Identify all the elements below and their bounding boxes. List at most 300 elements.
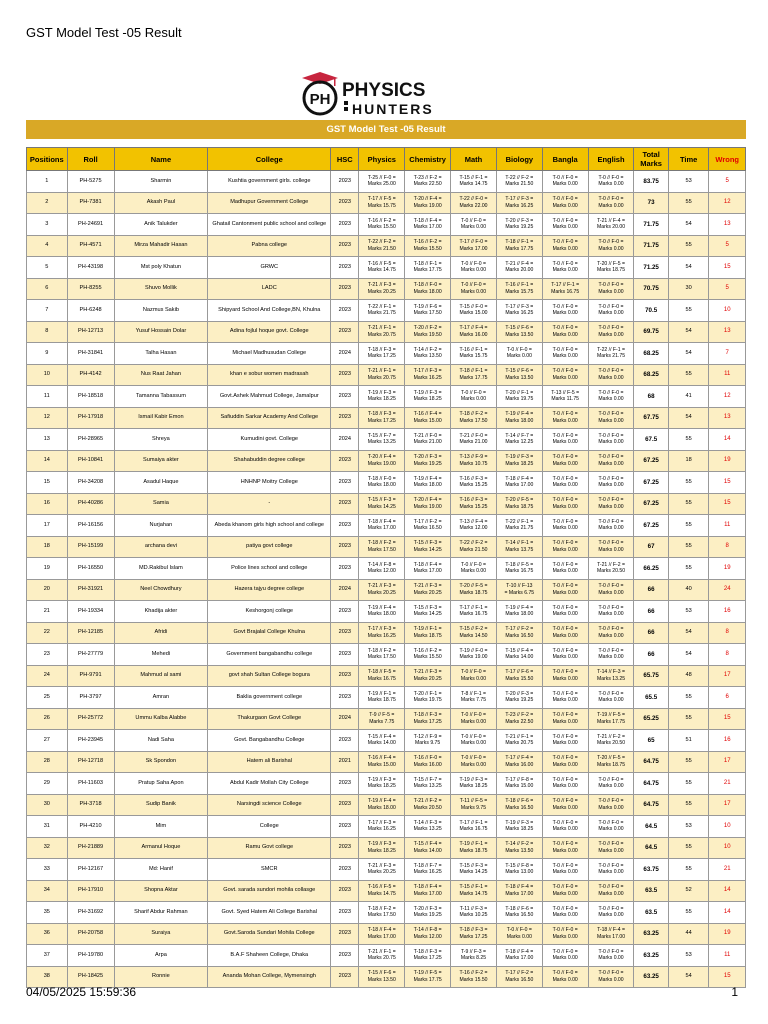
cell-wrong: 12 [709,386,746,408]
cell-position: 20 [27,579,68,601]
cell-wrong: 16 [709,730,746,752]
table-row [27,364,746,386]
cell-wrong: 21 [709,773,746,795]
cell-position: 1 [27,171,68,193]
cell-wrong: 7 [709,343,746,365]
cell-college: Hatem ali Barishal [208,751,331,773]
cell-total: 67.5 [634,429,668,451]
cell-biology: T-15 // F-8 = Marks 13.00 [496,859,542,881]
cell-english: T-0 // F-0 = Marks 0.00 [588,945,634,967]
cell-physics: T-21 // F-1 = Marks 20.75 [359,364,405,386]
cell-wrong: 11 [709,364,746,386]
cell-roll: PH-27779 [67,644,114,666]
cell-physics: T-18 // F-4 = Marks 17.00 [359,923,405,945]
cell-name: Nus Raat Jahan [114,364,208,386]
cell-college: Baklia government college [208,687,331,709]
cell-biology: T-10 // F-13 = Marks 6.75 [496,579,542,601]
cell-position: 23 [27,644,68,666]
cell-position: 12 [27,407,68,429]
cell-hsc: 2023 [331,321,359,343]
cell-wrong: 6 [709,687,746,709]
cell-math: T-13 // F-9 = Marks 10.75 [451,450,497,472]
cell-roll: PH-20758 [67,923,114,945]
cell-time: 55 [668,859,709,881]
cell-english: T-0 // F-0 = Marks 0.00 [588,171,634,193]
cell-time: 55 [668,536,709,558]
cell-math: T-11 // F-5 = Marks 9.75 [451,794,497,816]
cell-time: 55 [668,235,709,257]
cell-english: T-18 // F-4 = Marks 17.00 [588,923,634,945]
cell-name: Tamanna Tabassum [114,386,208,408]
cell-math: T-18 // F-3 = Marks 17.25 [451,923,497,945]
cell-name: Sumaiya akter [114,450,208,472]
cell-bangla: T-0 // F-0 = Marks 0.00 [542,601,588,623]
cell-wrong: 14 [709,429,746,451]
table-row [27,902,746,924]
table-row [27,235,746,257]
cell-biology: T-17 // F-3 = Marks 16.25 [496,300,542,322]
cell-biology: T-20 // F-5 = Marks 18.75 [496,493,542,515]
cell-wrong: 17 [709,665,746,687]
cell-biology: T-19 // F-4 = Marks 18.00 [496,407,542,429]
cell-math: T-17 // F-0 = Marks 17.00 [451,235,497,257]
header-college: College [208,148,331,171]
cell-total: 64.75 [634,751,668,773]
table-row [27,859,746,881]
cell-biology: T-15 // F-4 = Marks 14.00 [496,644,542,666]
cell-bangla: T-0 // F-0 = Marks 0.00 [542,364,588,386]
cell-english: T-0 // F-0 = Marks 0.00 [588,773,634,795]
cell-hsc: 2023 [331,214,359,236]
cell-total: 64.75 [634,794,668,816]
cell-roll: PH-17918 [67,407,114,429]
cell-roll: PH-5275 [67,171,114,193]
cell-physics: T-18 // F-2 = Marks 17.50 [359,536,405,558]
cell-total: 66.25 [634,558,668,580]
cell-wrong: 5 [709,171,746,193]
cell-english: T-0 // F-0 = Marks 0.00 [588,687,634,709]
cell-hsc: 2023 [331,171,359,193]
cell-position: 14 [27,450,68,472]
cell-college: Govt.Saroda Sundari Mohila College [208,923,331,945]
cell-bangla: T-17 // F-1 = Marks 16.75 [542,278,588,300]
cell-bangla: T-0 // F-0 = Marks 0.00 [542,493,588,515]
cell-position: 8 [27,321,68,343]
cell-biology: T-18 // F-6 = Marks 16.50 [496,794,542,816]
cell-english: T-0 // F-0 = Marks 0.00 [588,536,634,558]
cell-total: 64.5 [634,816,668,838]
header-hsc: HSC [331,148,359,171]
cell-physics: T-21 // F-1 = Marks 20.75 [359,321,405,343]
cell-bangla: T-0 // F-0 = Marks 0.00 [542,321,588,343]
cell-name: Akash Paul [114,192,208,214]
cell-roll: PH-12713 [67,321,114,343]
cell-hsc: 2024 [331,429,359,451]
cell-physics: T-17 // F-3 = Marks 16.25 [359,816,405,838]
cell-english: T-0 // F-0 = Marks 0.00 [588,579,634,601]
table-row [27,429,746,451]
cell-hsc: 2023 [331,235,359,257]
cell-college: Keshorgonj college [208,601,331,623]
cell-chemistry: T-14 // F-2 = Marks 13.50 [405,343,451,365]
table-row [27,343,746,365]
cell-hsc: 2023 [331,536,359,558]
cell-hsc: 2023 [331,687,359,709]
cell-hsc: 2023 [331,945,359,967]
table-row [27,171,746,193]
cell-time: 54 [668,257,709,279]
cell-wrong: 10 [709,816,746,838]
cell-position: 17 [27,515,68,537]
physics-hunters-logo [300,70,470,120]
cell-chemistry: T-19 // F-5 = Marks 17.75 [405,966,451,988]
cell-hsc: 2023 [331,450,359,472]
header-roll: Roll [67,148,114,171]
cell-position: 37 [27,945,68,967]
cell-english: T-0 // F-0 = Marks 0.00 [588,902,634,924]
cell-hsc: 2023 [331,859,359,881]
cell-college: khan e sobur women madrasah [208,364,331,386]
cell-position: 33 [27,859,68,881]
cell-physics: T-18 // F-0 = Marks 18.00 [359,472,405,494]
cell-math: T-22 // F-2 = Marks 21.50 [451,536,497,558]
cell-bangla: T-0 // F-0 = Marks 0.00 [542,622,588,644]
cell-bangla: T-0 // F-0 = Marks 0.00 [542,472,588,494]
table-row [27,493,746,515]
table-row [27,730,746,752]
cell-roll: PH-15199 [67,536,114,558]
cell-math: T-16 // F-1 = Marks 15.75 [451,343,497,365]
results-table [26,147,746,988]
cell-wrong: 15 [709,708,746,730]
cell-time: 55 [668,773,709,795]
cell-physics: T-18 // F-2 = Marks 17.50 [359,644,405,666]
header-english: English [588,148,634,171]
cell-wrong: 10 [709,300,746,322]
cell-chemistry: T-12 // F-9 = Marks 9.75 [405,730,451,752]
cell-physics: T-19 // F-4 = Marks 18.00 [359,601,405,623]
cell-hsc: 2023 [331,407,359,429]
cell-hsc: 2023 [331,558,359,580]
cell-math: T-15 // F-3 = Marks 14.25 [451,859,497,881]
cell-math: T-0 // F-0 = Marks 0.00 [451,708,497,730]
cell-roll: PH-11603 [67,773,114,795]
cell-total: 65.75 [634,665,668,687]
cell-physics: T-18 // F-3 = Marks 17.25 [359,407,405,429]
cell-chemistry: T-18 // F-4 = Marks 17.00 [405,214,451,236]
cell-english: T-19 // F-5 = Marks 17.75 [588,708,634,730]
cell-wrong: 5 [709,235,746,257]
cell-college: Abeda khanom girls high school and college [208,515,331,537]
cell-name: Shuvo Mollik [114,278,208,300]
cell-math: T-20 // F-5 = Marks 18.75 [451,579,497,601]
cell-college: GRWC [208,257,331,279]
cell-biology: T-14 // F-1 = Marks 13.75 [496,536,542,558]
cell-position: 10 [27,364,68,386]
cell-position: 4 [27,235,68,257]
cell-math: T-0 // F-0 = Marks 0.00 [451,730,497,752]
cell-english: T-0 // F-0 = Marks 0.00 [588,966,634,988]
cell-college: Pabna college [208,235,331,257]
cell-time: 55 [668,472,709,494]
cell-chemistry: T-15 // F-3 = Marks 14.25 [405,601,451,623]
cell-name: archana devi [114,536,208,558]
cell-total: 64.75 [634,773,668,795]
cell-total: 68 [634,386,668,408]
cell-chemistry: T-15 // F-3 = Marks 14.25 [405,536,451,558]
cell-math: T-0 // F-0 = Marks 0.00 [451,214,497,236]
cell-physics: T-20 // F-4 = Marks 19.00 [359,450,405,472]
cell-roll: PH-31692 [67,902,114,924]
cell-college: Abdul Kadir Mollah City College [208,773,331,795]
cell-name: Talha Hasan [114,343,208,365]
cell-hsc: 2023 [331,493,359,515]
cell-total: 64.5 [634,837,668,859]
cell-college: SMCR [208,859,331,881]
cell-english: T-20 // F-5 = Marks 18.75 [588,751,634,773]
cell-english: T-0 // F-0 = Marks 0.00 [588,235,634,257]
cell-time: 55 [668,429,709,451]
cell-college: Govt Brajalal College Khulna [208,622,331,644]
cell-total: 83.75 [634,171,668,193]
cell-physics: T-19 // F-3 = Marks 18.25 [359,773,405,795]
cell-time: 54 [668,214,709,236]
cell-name: Nazmus Sakib [114,300,208,322]
cell-english: T-0 // F-0 = Marks 0.00 [588,601,634,623]
cell-position: 18 [27,536,68,558]
cell-math: T-15 // F-1 = Marks 14.75 [451,171,497,193]
cell-position: 19 [27,558,68,580]
page-header: GST Model Test -05 Result [26,25,182,40]
cell-college: Government bangabandhu college [208,644,331,666]
cell-name: Shreya [114,429,208,451]
cell-time: 30 [668,278,709,300]
cell-total: 66 [634,579,668,601]
cell-chemistry: T-19 // F-1 = Marks 18.75 [405,622,451,644]
cell-math: T-15 // F-2 = Marks 14.50 [451,622,497,644]
cell-position: 30 [27,794,68,816]
cell-hsc: 2023 [331,966,359,988]
cell-biology: T-15 // F-6 = Marks 13.50 [496,321,542,343]
cell-english: T-0 // F-0 = Marks 0.00 [588,493,634,515]
cell-name: Sk Spondon [114,751,208,773]
cell-math: T-15 // F-0 = Marks 15.00 [451,300,497,322]
cell-total: 63.25 [634,923,668,945]
cell-english: T-0 // F-0 = Marks 0.00 [588,644,634,666]
cell-position: 27 [27,730,68,752]
cell-biology: T-18 // F-5 = Marks 16.75 [496,558,542,580]
cell-college: Govt. Syed Hatem Ali College Barishal [208,902,331,924]
cell-total: 70.75 [634,278,668,300]
cell-physics: T-19 // F-3 = Marks 18.25 [359,386,405,408]
cell-time: 55 [668,751,709,773]
cell-bangla: T-0 // F-0 = Marks 0.00 [542,773,588,795]
cell-bangla: T-0 // F-0 = Marks 0.00 [542,407,588,429]
cell-math: T-16 // F-2 = Marks 15.50 [451,966,497,988]
cell-biology: T-17 // F-8 = Marks 15.00 [496,773,542,795]
cell-physics: T-21 // F-3 = Marks 20.25 [359,579,405,601]
cell-chemistry: T-21 // F-3 = Marks 20.25 [405,665,451,687]
cell-biology: T-16 // F-1 = Marks 15.75 [496,278,542,300]
cell-chemistry: T-23 // F-2 = Marks 22.50 [405,171,451,193]
table-row [27,945,746,967]
cell-biology: T-23 // F-2 = Marks 22.50 [496,708,542,730]
cell-total: 63.75 [634,859,668,881]
cell-name: Khadija akter [114,601,208,623]
cell-time: 55 [668,493,709,515]
cell-chemistry: T-15 // F-4 = Marks 14.00 [405,837,451,859]
cell-biology: T-17 // F-3 = Marks 16.25 [496,192,542,214]
cell-wrong: 5 [709,278,746,300]
cell-time: 18 [668,450,709,472]
cell-college: LADC [208,278,331,300]
cell-roll: PH-12167 [67,859,114,881]
cell-bangla: T-0 // F-0 = Marks 0.00 [542,214,588,236]
cell-biology: T-14 // F-2 = Marks 13.50 [496,837,542,859]
cell-chemistry: T-19 // F-6 = Marks 17.50 [405,300,451,322]
cell-bangla: T-0 // F-0 = Marks 0.00 [542,644,588,666]
cell-biology: T-18 // F-4 = Marks 17.00 [496,880,542,902]
cell-english: T-0 // F-0 = Marks 0.00 [588,321,634,343]
cell-chemistry: T-18 // F-3 = Marks 17.25 [405,945,451,967]
cell-hsc: 2023 [331,902,359,924]
cell-english: T-0 // F-0 = Marks 0.00 [588,450,634,472]
cell-bangla: T-0 // F-0 = Marks 0.00 [542,859,588,881]
cell-position: 5 [27,257,68,279]
cell-wrong: 12 [709,192,746,214]
cell-time: 55 [668,364,709,386]
cell-time: 55 [668,794,709,816]
cell-time: 53 [668,601,709,623]
cell-physics: T-19 // F-4 = Marks 18.00 [359,794,405,816]
cell-physics: T-14 // F-8 = Marks 12.00 [359,558,405,580]
cell-hsc: 2023 [331,300,359,322]
cell-time: 40 [668,579,709,601]
cell-physics: T-16 // F-5 = Marks 14.75 [359,880,405,902]
cell-math: T-21 // F-0 = Marks 21.00 [451,429,497,451]
cell-college: HNHNP Moitry College [208,472,331,494]
cell-hsc: 2023 [331,472,359,494]
cell-roll: PH-4210 [67,816,114,838]
cell-hsc: 2023 [331,278,359,300]
table-row [27,837,746,859]
cell-chemistry: T-16 // F-4 = Marks 15.00 [405,407,451,429]
table-row [27,192,746,214]
table-row [27,687,746,709]
cell-position: 22 [27,622,68,644]
cell-hsc: 2023 [331,773,359,795]
cell-college: College [208,816,331,838]
cell-chemistry: T-20 // F-3 = Marks 19.25 [405,450,451,472]
cell-chemistry: T-21 // F-0 = Marks 21.00 [405,429,451,451]
header-total: Total Marks [634,148,668,171]
cell-chemistry: T-16 // F-2 = Marks 15.50 [405,644,451,666]
cell-english: T-0 // F-0 = Marks 0.00 [588,794,634,816]
cell-bangla: T-0 // F-0 = Marks 0.00 [542,687,588,709]
cell-college: Thakurgaon Govt College [208,708,331,730]
cell-position: 32 [27,837,68,859]
header-physics: Physics [359,148,405,171]
cell-wrong: 10 [709,837,746,859]
cell-bangla: T-0 // F-0 = Marks 0.00 [542,192,588,214]
cell-name: Ronnie [114,966,208,988]
cell-total: 67.25 [634,493,668,515]
cell-wrong: 15 [709,472,746,494]
cell-biology: T-18 // F-4 = Marks 17.00 [496,472,542,494]
cell-name: Armanul Hoque [114,837,208,859]
cell-english: T-0 // F-0 = Marks 0.00 [588,386,634,408]
cell-total: 66 [634,644,668,666]
table-row [27,644,746,666]
cell-biology: T-17 // F-2 = Marks 16.50 [496,966,542,988]
cell-chemistry: T-20 // F-3 = Marks 19.25 [405,902,451,924]
cell-hsc: 2023 [331,192,359,214]
cell-college: B.A.F Shaheen College, Dhaka [208,945,331,967]
cell-biology: T-20 // F-3 = Marks 19.25 [496,214,542,236]
cell-hsc: 2023 [331,794,359,816]
cell-bangla: T-0 // F-0 = Marks 0.00 [542,300,588,322]
cell-name: Shopna Aktar [114,880,208,902]
cell-english: T-21 // F-2 = Marks 20.50 [588,558,634,580]
cell-name: Mst poly Khatun [114,257,208,279]
svg-text:HUNTERS: HUNTERS [352,101,434,117]
cell-college: Madhupur Government College [208,192,331,214]
cell-chemistry: T-18 // F-4 = Marks 17.00 [405,558,451,580]
page-number: 1 [731,985,738,999]
cell-bangla: T-0 // F-0 = Marks 0.00 [542,171,588,193]
cell-english: T-0 // F-0 = Marks 0.00 [588,364,634,386]
cell-physics: T-9 // F-5 = Marks 7.75 [359,708,405,730]
cell-college: Kumudini govt. College [208,429,331,451]
cell-total: 66 [634,622,668,644]
cell-wrong: 15 [709,966,746,988]
cell-roll: PH-3718 [67,794,114,816]
cell-total: 70.5 [634,300,668,322]
cell-time: 52 [668,880,709,902]
cell-position: 26 [27,708,68,730]
cell-roll: PH-9791 [67,665,114,687]
cell-total: 65.5 [634,687,668,709]
cell-english: T-0 // F-0 = Marks 0.00 [588,472,634,494]
cell-roll: PH-18425 [67,966,114,988]
cell-roll: PH-7381 [67,192,114,214]
header-time: Time [668,148,709,171]
cell-math: T-15 // F-1 = Marks 14.75 [451,880,497,902]
cell-position: 2 [27,192,68,214]
cell-college: Govt.Ashek Mahmud College, Jamalpur [208,386,331,408]
cell-name: Sharmin [114,171,208,193]
cell-roll: PH-43198 [67,257,114,279]
cell-name: Sharif Abdur Rahman [114,902,208,924]
cell-english: T-0 // F-0 = Marks 0.00 [588,859,634,881]
cell-college: Govt. sarada sundori mohila collasge [208,880,331,902]
results-banner: GST Model Test -05 Result [26,120,746,139]
cell-biology: T-18 // F-6 = Marks 16.50 [496,902,542,924]
cell-time: 54 [668,622,709,644]
svg-text:PH: PH [309,91,331,108]
cell-chemistry: T-21 // F-3 = Marks 20.25 [405,579,451,601]
cell-physics: T-17 // F-3 = Marks 16.25 [359,622,405,644]
cell-position: 7 [27,300,68,322]
cell-wrong: 8 [709,644,746,666]
cell-position: 21 [27,601,68,623]
cell-name: Pratup Saha Apon [114,773,208,795]
table-row [27,708,746,730]
cell-math: T-0 // F-0 = Marks 0.00 [451,386,497,408]
cell-hsc: 2024 [331,579,359,601]
cell-biology: T-18 // F-4 = Marks 17.00 [496,945,542,967]
cell-time: 55 [668,300,709,322]
